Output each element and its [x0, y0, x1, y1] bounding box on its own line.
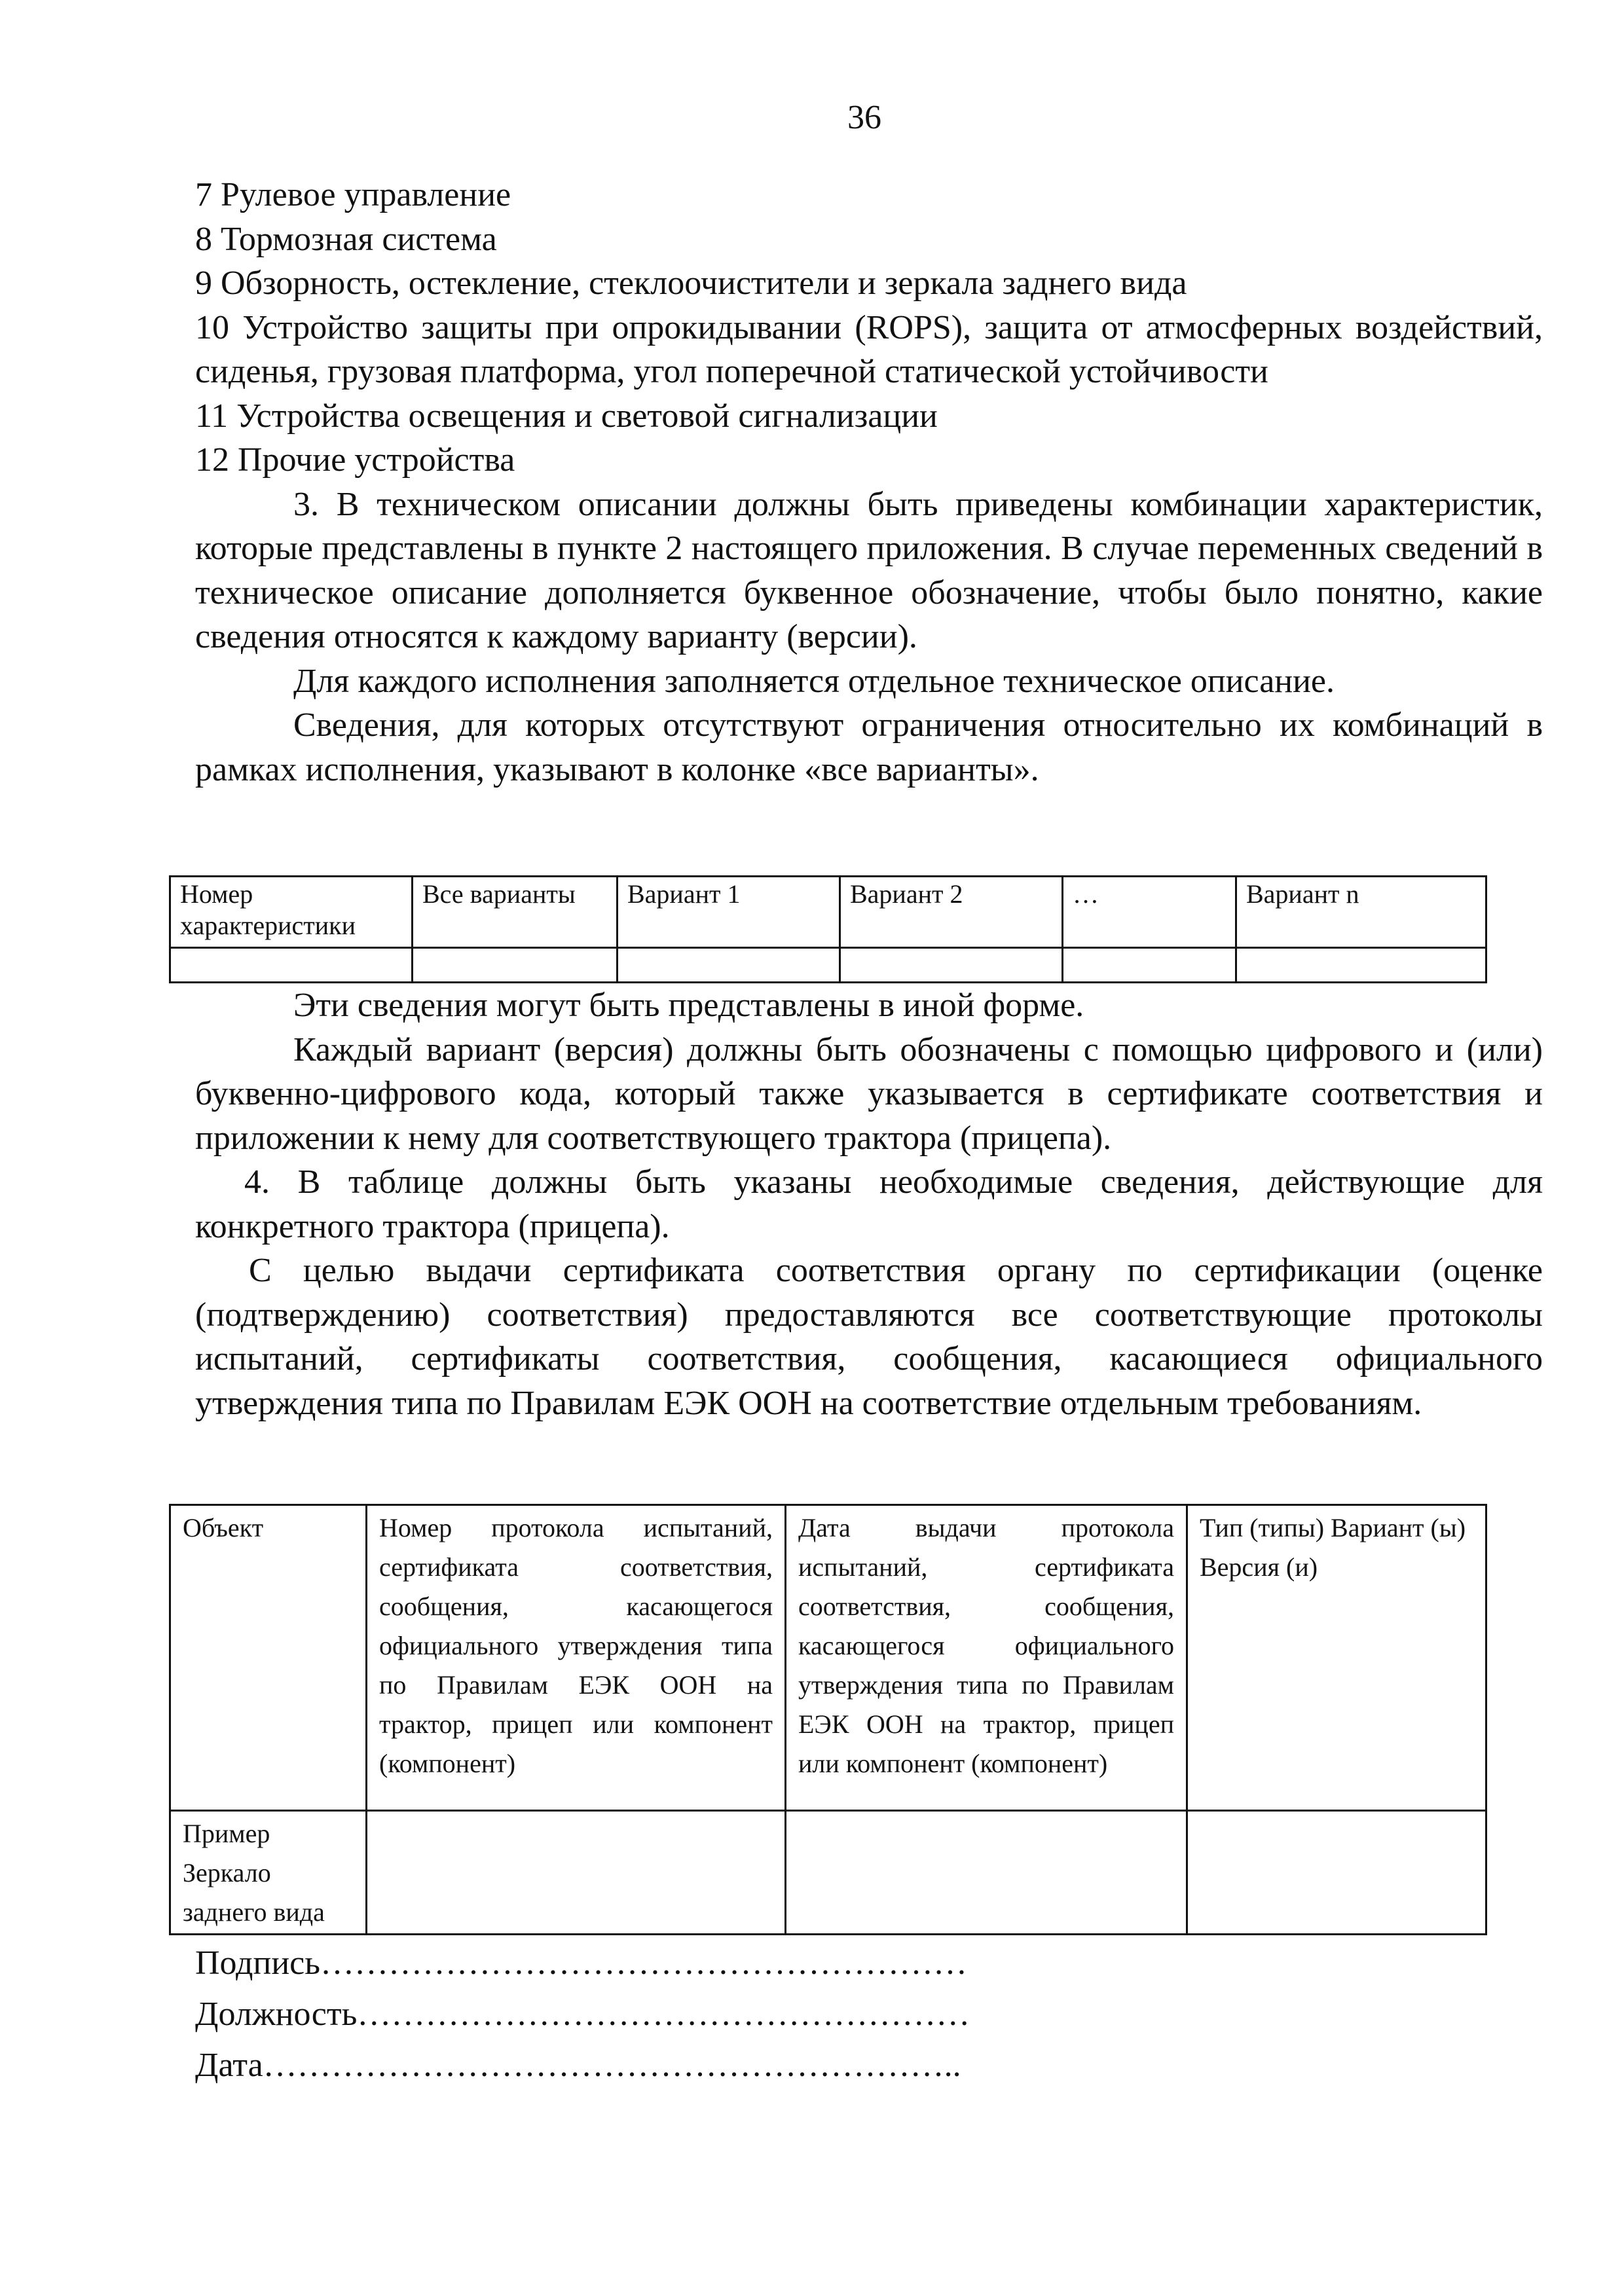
table-header-cell: Вариант 2 [840, 877, 1063, 948]
document-body-continued [195, 983, 1543, 1425]
position-line: Должность……………………………………………… [195, 1995, 970, 2033]
list-item: 11 Устройства освещения и световой сигнализации [195, 397, 938, 435]
table-cell [1187, 1811, 1486, 1935]
date-line: Дата…………………………………………………….. [195, 2047, 961, 2084]
table-header-row [170, 1505, 1486, 1811]
paragraph: Эти сведения могут быть представлены в иной форме. [293, 987, 1084, 1024]
table-cell [413, 948, 618, 983]
signature-block [195, 1938, 1543, 2091]
table-header-cell: Все варианты [413, 877, 618, 948]
paragraph: С целью выдачи сертификата соответствия органу по сертификации (оценке (подтверждению) соответствия) предоставляются все соответствующие протоколы испытаний, сертификаты соответствия, сообщения, касающиеся официального утверждения типа по Правилам ЕЭК ООН на соответствие отдельным требованиям. [195, 1252, 1543, 1422]
table-header-cell: Номер протокола испытаний, сертификата соответствия, сообщения, касающегося официального утверждения типа по Правилам ЕЭК ООН на трактор, прицеп или компонент (компонент) [367, 1505, 786, 1811]
table-cell [840, 948, 1063, 983]
signature-line: Подпись………………………………………………… [195, 1944, 967, 1982]
table-cell [1063, 948, 1236, 983]
list-item: 12 Прочие устройства [195, 441, 515, 479]
list-item: 10 Устройство защиты при опрокидывании (ROPS), защита от атмосферных воздействий, сиденья, грузовая платформа, угол поперечной статической устойчивости [195, 308, 1543, 390]
document-body [195, 173, 1543, 792]
table-cell [618, 948, 840, 983]
paragraph: Для каждого исполнения заполняется отдельное техническое описание. [293, 662, 1335, 700]
list-item: 7 Рулевое управление [195, 176, 511, 213]
page-number: 36 [847, 99, 881, 136]
table-cell [367, 1811, 786, 1935]
table-cell: Пример Зеркало заднего вида [170, 1811, 367, 1935]
table-row [170, 1811, 1486, 1935]
table-header-cell: Объект [170, 1505, 367, 1811]
table-header-cell: Вариант n [1236, 877, 1486, 948]
list-item: 8 Тормозная система [195, 220, 497, 258]
table-cell [170, 948, 413, 983]
table-header-cell: Номер характеристики [170, 877, 413, 948]
table-cell [1236, 948, 1486, 983]
paragraph: Каждый вариант (версия) должны быть обозначены с помощью цифрового и (или) буквенно-цифрового кода, который также указывается в сертификате соответствия и приложении к нему для соответствующего трактора (прицепа). [195, 1030, 1543, 1157]
table-header-cell: … [1063, 877, 1236, 948]
table-header-cell: Вариант 1 [618, 877, 840, 948]
paragraph: Сведения, для которых отсутствуют ограничения относительно их комбинаций в рамках исполнения, указывают в колонке «все варианты». [195, 706, 1543, 788]
table-header-cell: Дата выдачи протокола испытаний, сертификата соответствия, сообщения, касающегося официального утверждения типа по Правилам ЕЭК ООН на трактор, прицеп или компонент (компонент) [786, 1505, 1187, 1811]
objects-table [169, 1504, 1487, 1935]
table-header-row [170, 877, 1486, 948]
table-row [170, 948, 1486, 983]
table-header-cell: Тип (типы) Вариант (ы) Версия (и) [1187, 1505, 1486, 1811]
table-cell [786, 1811, 1187, 1935]
list-item: 9 Обзорность, остекление, стеклоочистители и зеркала заднего вида [195, 264, 1187, 302]
variants-table [169, 875, 1487, 983]
paragraph: 4. В таблице должны быть указаны необходимые сведения, действующие для конкретного трактора (прицепа). [195, 1163, 1543, 1245]
paragraph: 3. В техническом описании должны быть приведены комбинации характеристик, которые представлены в пункте 2 настоящего приложения. В случае переменных сведений в техническое описание дополняется буквенное обозначение, чтобы было понятно, какие сведения относятся к каждому варианту (версии). [195, 485, 1543, 655]
